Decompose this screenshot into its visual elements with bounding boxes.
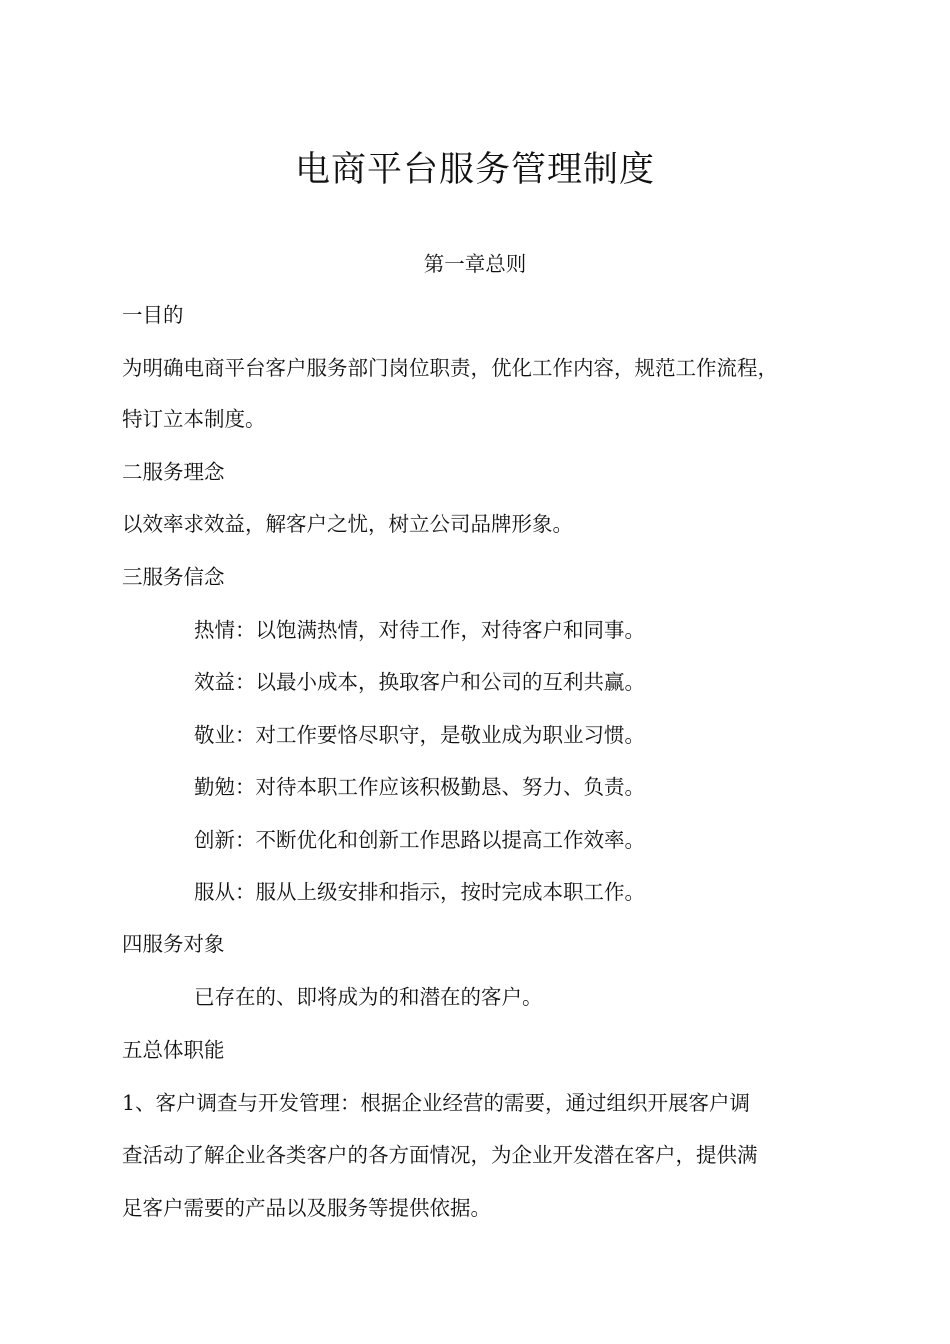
functions-text-line: 足客户需要的产品以及服务等提供依据。 xyxy=(122,1196,491,1220)
section-heading-philosophy: 二服务理念 xyxy=(122,460,225,484)
belief-item: 热情：以饱满热情，对待工作，对待客户和同事。 xyxy=(194,618,645,642)
belief-item: 服从：服从上级安排和指示，按时完成本职工作。 xyxy=(194,880,645,904)
functions-text-line: 1、客户调查与开发管理：根据企业经营的需要，通过组织开展客户调 xyxy=(122,1091,751,1115)
purpose-text-line: 为明确电商平台客户服务部门岗位职责，优化工作内容，规范工作流程， xyxy=(122,356,778,380)
section-heading-targets: 四服务对象 xyxy=(122,932,225,956)
belief-item: 勤勉：对待本职工作应该积极勤恳、努力、负责。 xyxy=(194,775,645,799)
document-title: 电商平台服务管理制度 xyxy=(294,150,655,190)
functions-text-line: 查活动了解企业各类客户的各方面情况，为企业开发潜在客户，提供满 xyxy=(122,1143,758,1167)
section-heading-beliefs: 三服务信念 xyxy=(122,565,225,589)
belief-item: 创新：不断优化和创新工作思路以提高工作效率。 xyxy=(194,828,645,852)
belief-item: 敬业：对工作要恪尽职守，是敬业成为职业习惯。 xyxy=(194,723,645,747)
belief-item: 效益：以最小成本，换取客户和公司的互利共赢。 xyxy=(194,670,645,694)
section-heading-purpose: 一目的 xyxy=(122,303,184,327)
targets-text: 已存在的、即将成为的和潜在的客户。 xyxy=(194,985,543,1009)
philosophy-text: 以效率求效益，解客户之忧，树立公司品牌形象。 xyxy=(122,512,573,536)
section-heading-functions: 五总体职能 xyxy=(122,1038,225,1062)
purpose-text-line: 特订立本制度。 xyxy=(122,407,266,431)
chapter-heading: 第一章总则 xyxy=(423,252,527,276)
